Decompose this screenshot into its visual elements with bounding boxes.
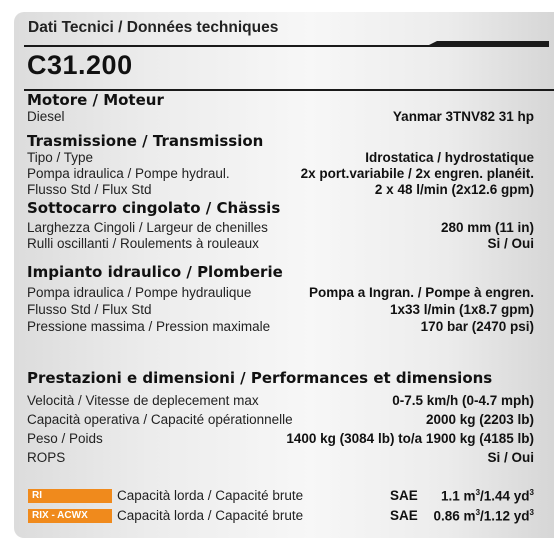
spec-value: 1400 kg (3084 lb) to/a 1900 kg (4185 lb) — [286, 431, 534, 446]
spec-label: Diesel — [27, 109, 65, 124]
spec-label: Pompa idraulica / Pompe hydraulique — [27, 285, 252, 300]
spec-value: Si / Oui — [487, 450, 534, 465]
section-title-prestazioni: Prestazioni e dimensioni / Performances et dimensions — [27, 369, 493, 387]
section-title-impianto: Impianto idraulico / Plomberie — [27, 263, 283, 281]
spec-label: Rulli oscillanti / Roulements à rouleaux — [27, 236, 259, 251]
spec-row — [27, 150, 534, 167]
model-name: C31.200 — [27, 50, 133, 80]
spec-label: Capacità operativa / Capacité opérationnelle — [27, 412, 293, 427]
spec-row — [27, 109, 534, 126]
spec-row — [27, 412, 534, 429]
spec-value: 1x33 l/min (1x8.7 gpm) — [389, 302, 534, 317]
spec-value: 2 x 48 l/min (2x12.6 gpm) — [374, 182, 534, 197]
spec-row — [27, 166, 534, 183]
spec-value: 170 bar (2470 psi) — [420, 319, 534, 334]
bucket-capacity: 1.1 $m^3/1.44$ $yd^3$ — [441, 488, 534, 504]
spec-label: Pressione massima / Pression maximale — [27, 319, 271, 334]
spec-label: Velocità / Vitesse de deplecement max — [27, 393, 259, 408]
spec-label: Pompa idraulica / Pompe hydraul. — [27, 166, 230, 181]
header-rule-tab — [429, 41, 549, 47]
spec-value: Si / Oui — [487, 236, 534, 251]
section-title-trasmissione: Trasmissione / Transmission — [27, 132, 264, 150]
section-title-sottocarro: Sottocarro cingolato / Chässis — [27, 199, 281, 217]
spec-row — [27, 431, 534, 448]
spec-label: ROPS — [27, 450, 66, 465]
bucket-row — [28, 508, 534, 526]
spec-row — [27, 319, 534, 336]
spec-value: 2000 kg (2203 lb) — [425, 412, 534, 427]
spec-value: Pompa a Ingran. / Pompe à engren. — [308, 285, 534, 300]
spec-value: 0-7.5 km/h (0-4.7 mph) — [392, 393, 534, 408]
spec-value: 280 mm (11 in) — [440, 220, 534, 235]
spec-label: Flusso Std / Flux Std — [27, 182, 152, 197]
bucket-standard: SAE — [390, 488, 418, 503]
spec-label: Peso / Poids — [27, 431, 103, 446]
section-title-motore: Motore / Moteur — [27, 91, 164, 109]
spec-label: Flusso Std / Flux Std — [27, 302, 152, 317]
spec-row — [27, 220, 534, 237]
bucket-capacity: 0.86 $m^3/1.12$ $yd^3$ — [433, 508, 534, 524]
spec-row — [27, 450, 534, 467]
spec-card — [14, 12, 554, 538]
spec-row — [27, 302, 534, 319]
spec-row — [27, 285, 534, 302]
spec-row — [27, 393, 534, 410]
spec-value: 2x port.variabile / 2x engren. planéit. — [300, 166, 534, 181]
bucket-badge: RI — [28, 489, 112, 503]
spec-label: Larghezza Cingoli / Largeur de chenilles — [27, 220, 268, 235]
header-rule — [24, 45, 429, 47]
spec-row — [27, 182, 534, 199]
bucket-standard: SAE — [390, 508, 418, 523]
bucket-label: Capacità lorda / Capacité brute — [117, 488, 304, 503]
spec-label: Tipo / Type — [27, 150, 94, 165]
spec-value: Yanmar 3TNV82 31 hp — [392, 109, 534, 124]
header-title: Dati Tecnici / Données techniques — [28, 19, 279, 36]
bucket-badge: RIX - ACWX — [28, 509, 112, 523]
bucket-row — [28, 488, 534, 506]
spec-row — [27, 236, 534, 253]
spec-value: Idrostatica / hydrostatique — [365, 150, 534, 165]
bucket-label: Capacità lorda / Capacité brute — [117, 508, 304, 523]
